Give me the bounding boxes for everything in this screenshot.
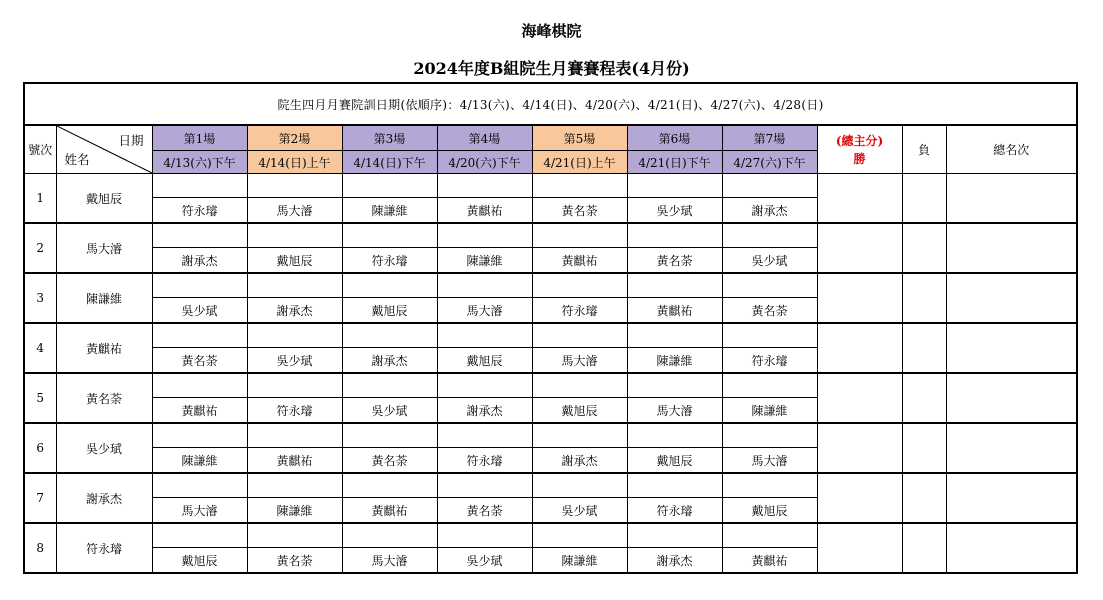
opponent-cell: 吳少珷 xyxy=(247,348,342,374)
player-number: 2 xyxy=(24,223,56,273)
opponent-cell: 黃名荼 xyxy=(152,348,247,374)
opponent-cell: 符永璿 xyxy=(437,448,532,474)
player-number: 7 xyxy=(24,473,56,523)
round-2-header: 第2場 xyxy=(247,125,342,151)
result-cell xyxy=(532,473,627,498)
round-7-header: 第7場 xyxy=(722,125,817,151)
round-5-header: 第5場 xyxy=(532,125,627,151)
result-cell xyxy=(247,273,342,298)
opponent-cell: 陳謙維 xyxy=(627,348,722,374)
round-3-header: 第3場 xyxy=(342,125,437,151)
result-cell xyxy=(152,523,247,548)
result-cell xyxy=(722,523,817,548)
org-title: 海峰棋院 xyxy=(521,22,582,40)
result-cell xyxy=(627,273,722,298)
opponent-cell: 吳少珷 xyxy=(722,248,817,274)
opponent-cell: 黃麒祐 xyxy=(532,248,627,274)
result-cell xyxy=(532,273,627,298)
opponent-cell: 陳謙維 xyxy=(247,498,342,524)
training-dates-line: 院生四月月賽院訓日期(依順序)：4/13(六)、4/14(日)、4/20(六)、4/21(日)、4/27(六)、4/28(日) xyxy=(24,83,1077,125)
wins-cell xyxy=(817,423,902,473)
opponent-cell: 陳謙維 xyxy=(532,548,627,574)
opponent-cell: 戴旭辰 xyxy=(437,348,532,374)
result-cell xyxy=(722,174,817,198)
result-cell xyxy=(627,174,722,198)
opponent-cell: 戴旭辰 xyxy=(627,448,722,474)
wins-cell xyxy=(817,523,902,573)
opponent-cell: 黃麒祐 xyxy=(627,298,722,324)
result-cell xyxy=(342,423,437,448)
result-cell xyxy=(247,323,342,348)
result-cell xyxy=(152,223,247,248)
player-name: 戴旭辰 xyxy=(56,174,152,224)
losses-cell xyxy=(902,473,946,523)
opponent-cell: 符永璿 xyxy=(342,248,437,274)
opponent-cell: 黃名荼 xyxy=(437,498,532,524)
opponent-cell: 黃名荼 xyxy=(532,198,627,224)
opponent-cell: 陳謙維 xyxy=(722,398,817,424)
round-1-header: 第1場 xyxy=(152,125,247,151)
rank-cell xyxy=(946,174,1077,224)
result-cell xyxy=(342,373,437,398)
result-cell xyxy=(342,473,437,498)
opponent-cell: 謝承杰 xyxy=(437,398,532,424)
player-name: 吳少珷 xyxy=(56,423,152,473)
opponent-cell: 馬大濬 xyxy=(627,398,722,424)
wins-cell xyxy=(817,373,902,423)
result-cell xyxy=(342,273,437,298)
losses-cell xyxy=(902,373,946,423)
round-1-date: 4/13(六)下午 xyxy=(152,151,247,174)
result-cell xyxy=(627,473,722,498)
player-name: 黃名荼 xyxy=(56,373,152,423)
result-cell xyxy=(152,323,247,348)
opponent-cell: 戴旭辰 xyxy=(152,548,247,574)
result-cell xyxy=(342,174,437,198)
result-cell xyxy=(722,373,817,398)
result-cell xyxy=(152,174,247,198)
wins-cell xyxy=(817,473,902,523)
opponent-cell: 陳謙維 xyxy=(342,198,437,224)
round-3-date: 4/14(日)下午 xyxy=(342,151,437,174)
wins-label: 勝 xyxy=(853,151,866,166)
losses-cell xyxy=(902,423,946,473)
opponent-cell: 黃名荼 xyxy=(722,298,817,324)
result-cell xyxy=(627,223,722,248)
main-title: 2024年度B組院生月賽賽程表(4月份) xyxy=(413,59,690,78)
round-2-date: 4/14(日)上午 xyxy=(247,151,342,174)
result-cell xyxy=(627,323,722,348)
opponent-cell: 符永璿 xyxy=(627,498,722,524)
result-cell xyxy=(437,423,532,448)
opponent-cell: 吳少珷 xyxy=(152,298,247,324)
opponent-cell: 黃名荼 xyxy=(627,248,722,274)
number-column-header: 號次 xyxy=(24,125,56,174)
opponent-cell: 吳少珷 xyxy=(437,548,532,574)
opponent-cell: 符永璿 xyxy=(722,348,817,374)
opponent-cell: 符永璿 xyxy=(247,398,342,424)
player-row xyxy=(24,523,1077,548)
opponent-cell: 謝承杰 xyxy=(722,198,817,224)
result-cell xyxy=(437,323,532,348)
round-5-date: 4/21(日)上午 xyxy=(532,151,627,174)
result-cell xyxy=(532,423,627,448)
round-7-date: 4/27(六)下午 xyxy=(722,151,817,174)
player-row xyxy=(24,423,1077,448)
opponent-cell: 馬大濬 xyxy=(532,348,627,374)
player-row xyxy=(24,323,1077,348)
opponent-cell: 謝承杰 xyxy=(342,348,437,374)
opponent-cell: 陳謙維 xyxy=(437,248,532,274)
player-name: 謝承杰 xyxy=(56,473,152,523)
opponent-cell: 戴旭辰 xyxy=(722,498,817,524)
losses-cell xyxy=(902,273,946,323)
date-label: 日期 xyxy=(118,133,144,148)
result-cell xyxy=(532,373,627,398)
wins-cell xyxy=(817,174,902,224)
result-cell xyxy=(532,323,627,348)
opponent-cell: 戴旭辰 xyxy=(247,248,342,274)
opponent-cell: 馬大濬 xyxy=(722,448,817,474)
opponent-cell: 黃名荼 xyxy=(247,548,342,574)
result-cell xyxy=(247,423,342,448)
result-cell xyxy=(627,373,722,398)
opponent-cell: 吳少珷 xyxy=(627,198,722,224)
result-cell xyxy=(437,523,532,548)
result-cell xyxy=(437,174,532,198)
opponent-cell: 黃麒祐 xyxy=(342,498,437,524)
opponent-cell: 戴旭辰 xyxy=(532,398,627,424)
opponent-cell: 謝承杰 xyxy=(627,548,722,574)
player-number: 8 xyxy=(24,523,56,573)
total-score-label: (總主分) xyxy=(835,133,884,148)
player-name: 陳謙維 xyxy=(56,273,152,323)
player-number: 3 xyxy=(24,273,56,323)
opponent-cell: 符永璿 xyxy=(532,298,627,324)
result-cell xyxy=(342,223,437,248)
round-6-date: 4/21(日)下午 xyxy=(627,151,722,174)
opponent-cell: 符永璿 xyxy=(152,198,247,224)
opponent-cell: 謝承杰 xyxy=(152,248,247,274)
round-4-header: 第4場 xyxy=(437,125,532,151)
player-row xyxy=(24,273,1077,298)
result-cell xyxy=(627,523,722,548)
result-cell xyxy=(532,223,627,248)
result-cell xyxy=(722,323,817,348)
schedule-table xyxy=(23,82,1078,574)
losses-column-header: 負 xyxy=(902,125,946,174)
rank-cell xyxy=(946,323,1077,373)
opponent-cell: 黃名荼 xyxy=(342,448,437,474)
opponent-cell: 馬大濬 xyxy=(247,198,342,224)
rank-cell xyxy=(946,223,1077,273)
player-row xyxy=(24,373,1077,398)
result-cell xyxy=(627,423,722,448)
result-cell xyxy=(722,273,817,298)
result-cell xyxy=(722,223,817,248)
wins-column-header xyxy=(817,125,902,174)
rank-column-header: 總名次 xyxy=(946,125,1077,174)
result-cell xyxy=(342,523,437,548)
losses-cell xyxy=(902,523,946,573)
result-cell xyxy=(532,174,627,198)
opponent-cell: 黃麒祐 xyxy=(437,198,532,224)
result-cell xyxy=(437,273,532,298)
opponent-cell: 黃麒祐 xyxy=(247,448,342,474)
opponent-cell: 謝承杰 xyxy=(247,298,342,324)
opponent-cell: 馬大濬 xyxy=(437,298,532,324)
rank-cell xyxy=(946,273,1077,323)
opponent-cell: 吳少珷 xyxy=(342,398,437,424)
date-name-corner-header xyxy=(56,125,152,174)
result-cell xyxy=(437,473,532,498)
result-cell xyxy=(437,373,532,398)
player-row xyxy=(24,223,1077,248)
result-cell xyxy=(247,373,342,398)
player-number: 4 xyxy=(24,323,56,373)
result-cell xyxy=(247,174,342,198)
opponent-cell: 吳少珷 xyxy=(532,498,627,524)
player-name: 黃麒祐 xyxy=(56,323,152,373)
player-number: 1 xyxy=(24,174,56,224)
result-cell xyxy=(152,423,247,448)
player-row xyxy=(24,174,1077,198)
losses-cell xyxy=(902,323,946,373)
result-cell xyxy=(152,273,247,298)
round-4-date: 4/20(六)下午 xyxy=(437,151,532,174)
result-cell xyxy=(437,223,532,248)
opponent-cell: 黃麒祐 xyxy=(722,548,817,574)
result-cell xyxy=(532,523,627,548)
result-cell xyxy=(247,523,342,548)
losses-cell xyxy=(902,174,946,224)
player-number: 6 xyxy=(24,423,56,473)
result-cell xyxy=(152,373,247,398)
opponent-cell: 馬大濬 xyxy=(342,548,437,574)
result-cell xyxy=(722,473,817,498)
result-cell xyxy=(342,323,437,348)
name-label: 姓名 xyxy=(64,152,90,167)
rank-cell xyxy=(946,473,1077,523)
wins-cell xyxy=(817,273,902,323)
losses-cell xyxy=(902,223,946,273)
opponent-cell: 戴旭辰 xyxy=(342,298,437,324)
rank-cell xyxy=(946,373,1077,423)
wins-cell xyxy=(817,223,902,273)
player-name: 符永璿 xyxy=(56,523,152,573)
result-cell xyxy=(247,473,342,498)
rank-cell xyxy=(946,423,1077,473)
opponent-cell: 馬大濬 xyxy=(152,498,247,524)
result-cell xyxy=(722,423,817,448)
player-row xyxy=(24,473,1077,498)
rank-cell xyxy=(946,523,1077,573)
player-number: 5 xyxy=(24,373,56,423)
wins-cell xyxy=(817,323,902,373)
opponent-cell: 陳謙維 xyxy=(152,448,247,474)
result-cell xyxy=(247,223,342,248)
round-6-header: 第6場 xyxy=(627,125,722,151)
player-name: 馬大濬 xyxy=(56,223,152,273)
result-cell xyxy=(152,473,247,498)
opponent-cell: 謝承杰 xyxy=(532,448,627,474)
opponent-cell: 黃麒祐 xyxy=(152,398,247,424)
